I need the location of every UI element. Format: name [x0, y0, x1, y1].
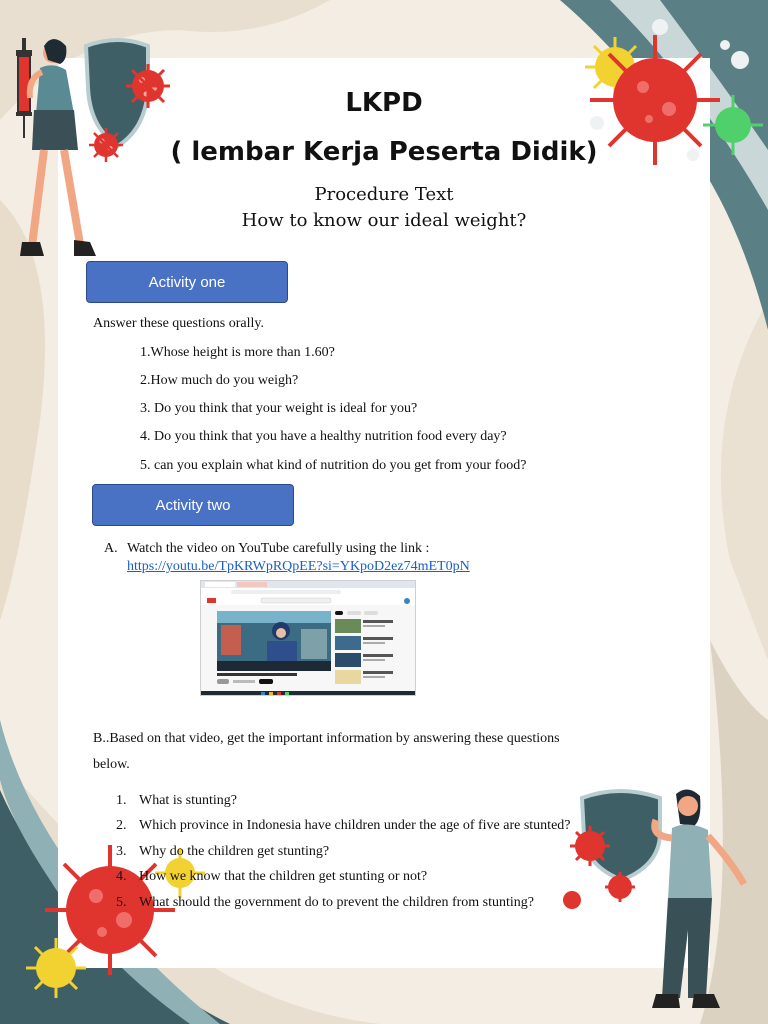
activity-one-question: 2.How much do you weigh?: [140, 373, 299, 388]
youtube-video-screenshot[interactable]: [200, 580, 416, 696]
virus-icon: [563, 891, 581, 909]
virus-icon: [26, 938, 86, 998]
question-number: 2.: [116, 818, 127, 833]
procedure-question: How to know our ideal weight?: [241, 210, 527, 231]
activity-one-question: 3. Do you think that your weight is ideal for you?: [140, 401, 418, 416]
part-b-instruction-line1: B..Based on that video, get the important information by answering these questions: [93, 731, 560, 746]
activity-two-button[interactable]: Activity two: [92, 484, 294, 526]
part-b-instruction-line2: below.: [93, 757, 130, 772]
part-a-marker: A.: [104, 541, 118, 556]
procedure-text-label: Procedure Text: [314, 184, 454, 205]
worksheet-subtitle: ( lembar Kerja Peserta Didik): [170, 137, 598, 167]
activity-one-question: 1.Whose height is more than 1.60?: [140, 345, 335, 360]
part-b-question: How we know that the children get stunting or not?: [139, 869, 428, 884]
part-b-question: Which province in Indonesia have children under the age of five are stunted?: [139, 818, 571, 833]
activity-one-instruction: Answer these questions orally.: [93, 316, 264, 331]
activity-one-button[interactable]: Activity one: [86, 261, 288, 303]
virus-cluster-bottom-left: [20, 840, 205, 1005]
part-b-question: What is stunting?: [139, 793, 237, 808]
part-b-question: Why do the children get stunting?: [139, 844, 330, 859]
question-number: 4.: [116, 869, 127, 884]
youtube-page-thumbnail: [201, 581, 416, 696]
part-b-question: What should the government do to prevent the children from stunting?: [139, 895, 535, 910]
question-number: 3.: [116, 844, 127, 859]
activity-one-question: 4. Do you think that you have a healthy nutrition food every day?: [140, 429, 507, 444]
woman-with-shield-illustration: [560, 780, 760, 1012]
part-a-instruction: Watch the video on YouTube carefully using the link :: [127, 541, 430, 556]
question-number: 1.: [116, 793, 127, 808]
virus-icon: [570, 826, 610, 866]
question-number: 5.: [116, 895, 127, 910]
worksheet-title: LKPD: [345, 88, 423, 118]
activity-one-question: 5. can you explain what kind of nutrition do you get from your food?: [140, 458, 527, 473]
youtube-link[interactable]: https://youtu.be/TpKRWpRQpEE?si=YKpoD2ez74mET0pN: [127, 559, 470, 574]
